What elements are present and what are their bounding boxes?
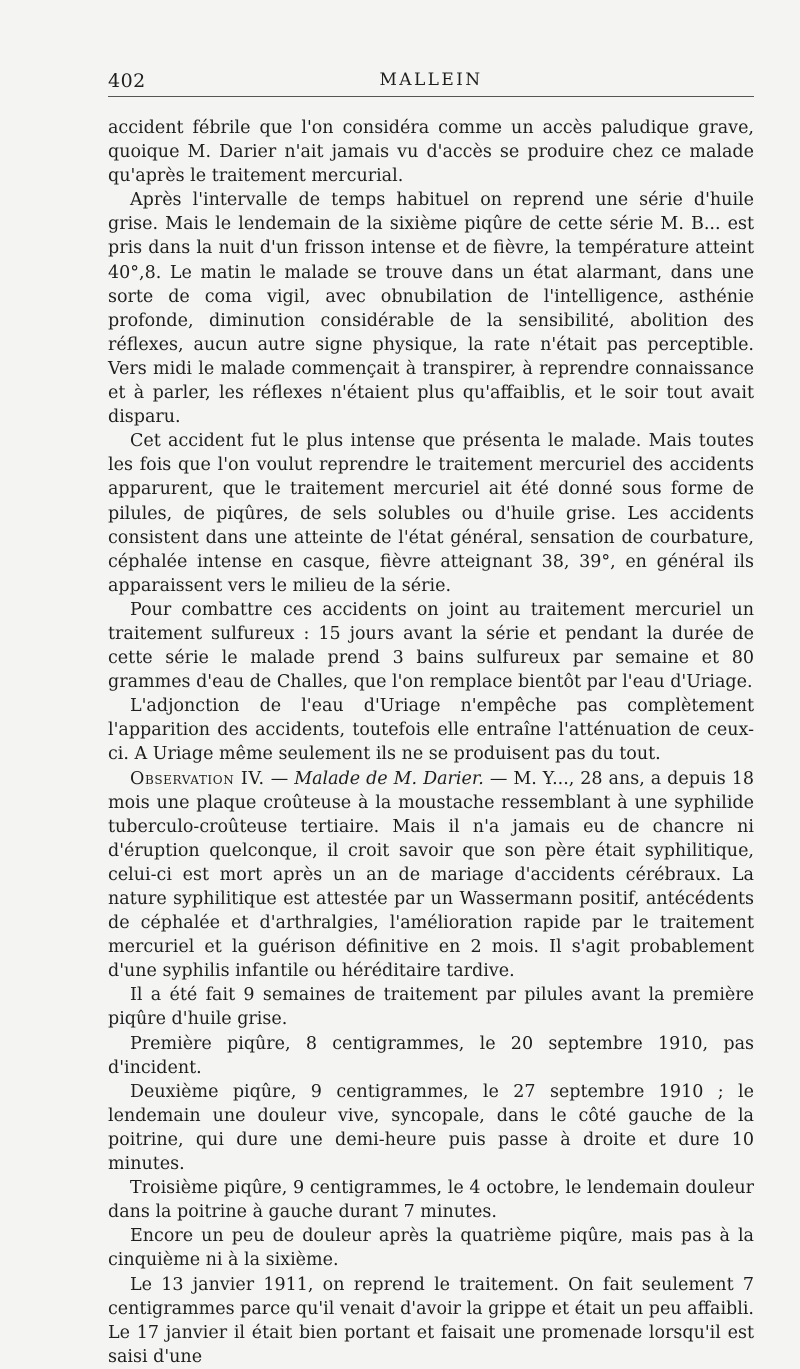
paragraph: Après l'intervalle de temps habituel on reprend une série d'huile grise. Mais le lendemain de la sixième piqûre de cette série M. B... est pris dans la nuit d'un frisson intense et de fièvre, la température atteint 40°,8. Le matin le malade se trouve dans un état alarmant, dans une sorte de coma vigil, avec obnubilation de l'intelligence, asthénie profonde, diminution considérable de la sensibilité, abolition des réflexes, aucun autre signe physique, la rate n'était pas perceptible. Vers midi le malade commençait à transpirer, à reprendre connaissance et à parler, les réflexes n'étaient plus qu'affaiblis, et le soir tout avait disparu. <box>108 190 754 428</box>
paragraph: Première piqûre, 8 centigrammes, le 20 septembre 1910, pas d'incident. <box>108 1033 754 1078</box>
running-head <box>108 70 754 97</box>
observation-paragraph <box>108 767 754 984</box>
paragraph: Encore un peu de douleur après la quatrième piqûre, mais pas à la cinquième ni à la sixième. <box>108 1226 754 1271</box>
paragraph: Le 13 janvier 1911, on reprend le traitement. On fait seulement 7 centigrammes parce qu'il venait d'avoir la grippe et était un peu affaibli. Le 17 janvier il était bien portant et faisait une promenade lorsqu'il est saisi d'une <box>108 1274 754 1367</box>
observation-dash: — <box>264 768 295 789</box>
body-text <box>108 116 754 1369</box>
paragraph: Troisième piqûre, 9 centigrammes, le 4 octobre, le lendemain douleur dans la poitrine à gauche durant 7 minutes. <box>108 1178 754 1223</box>
observation-body: — M. Y..., 28 ans, a depuis 18 mois une plaque croûteuse à la moustache ressemblant à une syphilide tuberculo-croûteuse tertiaire. Mais il n'a jamais eu de chancre ni d'éruption quelconque, il croit savoir que son père était syphilitique, celui-ci est mort après un an de mariage d'accidents cérébraux. La nature syphilitique est attestée par un Wassermann positif, antécédents de céphalée et d'arthralgies, l'amélioration rapide par le traitement mercuriel et la guérison définitive en 2 mois. Il s'agit probablement d'une syphilis infantile ou héréditaire tardive. <box>108 768 754 982</box>
paragraph: Pour combattre ces accidents on joint au traitement mercuriel un traitement sulfureux : 15 jours avant la série et pendant la durée de cette série le malade prend 3 bains sulfureux par semaine et 80 grammes d'eau de Challes, que l'on remplace bientôt par l'eau d'Uriage. <box>108 599 754 693</box>
paragraph: Il a été fait 9 semaines de traitement par pilules avant la première piqûre d'huile grise. <box>108 985 754 1030</box>
page-number: 402 <box>108 70 146 92</box>
running-title: MALLEIN <box>379 70 483 90</box>
paragraph: Deuxième piqûre, 9 centigrammes, le 27 septembre 1910 ; le lendemain une douleur vive, syncopale, dans le côté gauche de la poitrine, qui dure une demi-heure puis passe à droite et dure 10 minutes. <box>108 1081 754 1175</box>
observation-title: Malade de M. Darier. <box>294 768 484 789</box>
observation-label: Observation IV. <box>130 768 265 789</box>
paragraph: Cet accident fut le plus intense que présenta le malade. Mais toutes les fois que l'on voulut reprendre le traitement mercuriel des accidents apparurent, que le traitement mercuriel ait été donné sous forme de pilules, de piqûres, de sels solubles ou d'huile grise. Les accidents consistent dans une atteinte de l'état général, sensation de courbature, céphalée intense en casque, fièvre atteignant 38, 39°, en général ils apparaissent vers le milieu de la série. <box>108 431 754 596</box>
paragraph: L'adjonction de l'eau d'Uriage n'empêche pas complètement l'apparition des accidents, toutefois elle entraîne l'atténuation de ceux-ci. A Uriage même seulement ils ne se produisent pas du tout. <box>108 696 754 765</box>
paragraph: accident fébrile que l'on considéra comme un accès paludique grave, quoique M. Darier n'ait jamais vu d'accès se produire chez ce malade qu'après le traitement mercurial. <box>108 118 754 187</box>
